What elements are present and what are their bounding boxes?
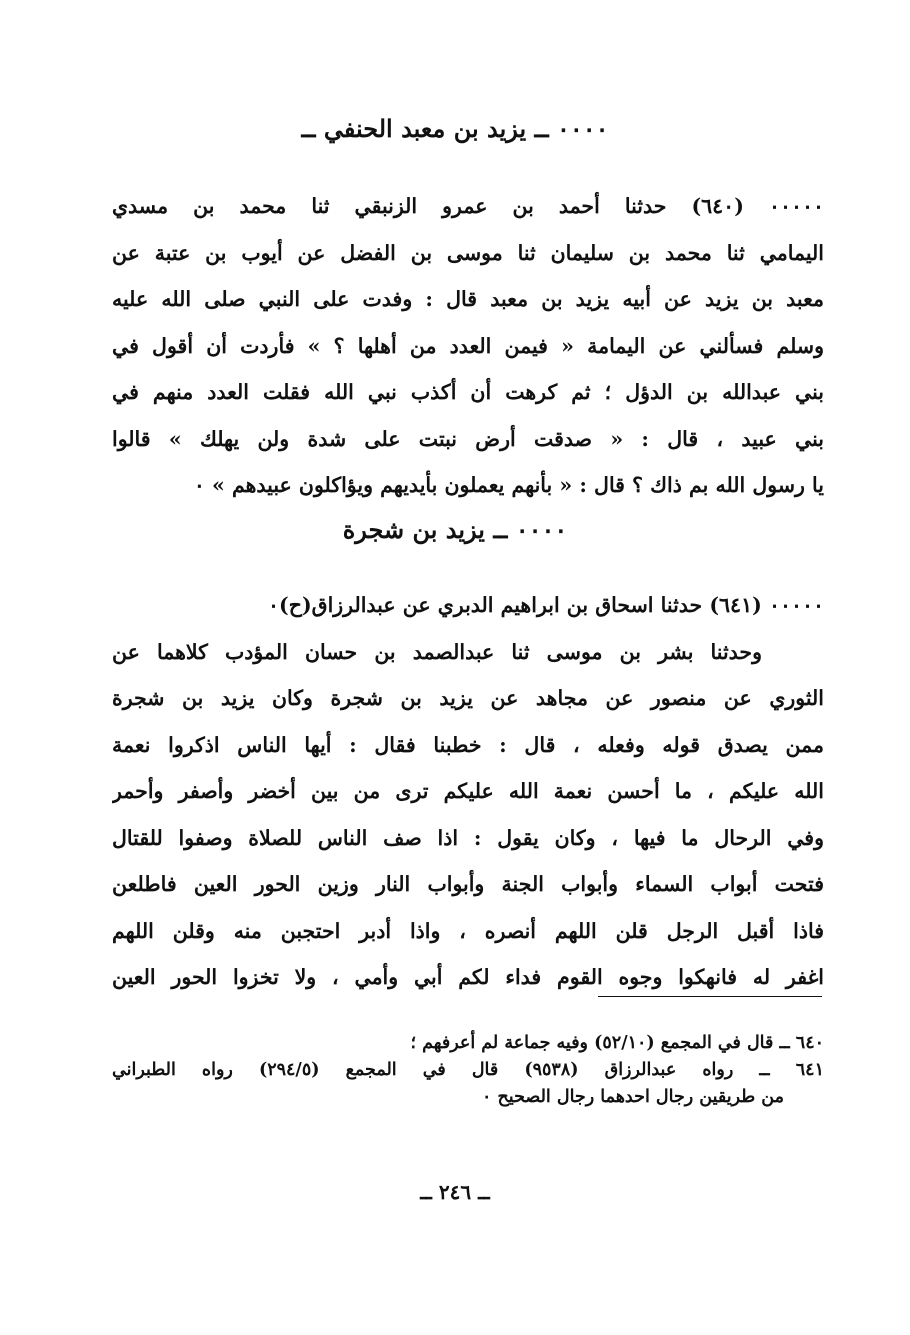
text-line: يا رسول الله بم ذاك ؟ قال : « بأنهم يعملون بأيديهم ويؤاكلون عبيدهم » ٠: [193, 473, 824, 497]
footnote-640: ٦٤٠ ــ قال في المجمع (٥٢/١٠) وفيه جماعة لم أعرفهم ؛: [410, 1033, 824, 1053]
text-line: فتحت أبواب السماء وأبواب الجنة وأبواب النار وزين الحور العين فاطلعن: [112, 872, 824, 896]
footnote-641: ٦٤١ ــ رواه عبدالرزاق (٩٥٣٨) قال في المجمع (٢٩٤/٥) رواه الطبراني: [112, 1060, 824, 1080]
footnote-641-continued: من طريقين رجال احدهما رجال الصحيح ٠: [482, 1087, 784, 1107]
text-line: وحدثنا بشر بن موسى ثنا عبدالصمد بن حسان المؤدب كلاهما عن: [112, 639, 762, 664]
text-line: ٠٠٠٠٠ (٦٤٠) حدثنا أحمد بن عمرو الزنبقي ثنا محمد بن مسدي: [112, 194, 824, 218]
hadith-641-text: [112, 582, 824, 1001]
text-line: اليمامي ثنا محمد بن سليمان ثنا موسى بن الفضل عن أيوب بن عتبة عن: [112, 240, 824, 265]
text-line: بني عبدالله بن الدؤل ؛ ثم كرهت أن أكذب نبي الله فقلت العدد منهم في: [112, 380, 824, 404]
text-line: وفي الرحال ما فيها ، وكان يقول : اذا صف الناس للصلاة وصفوا للقتال: [112, 825, 824, 850]
text-line: الله عليكم ، ما أحسن نعمة الله عليكم ترى من بين أخضر وأصفر وأحمر: [112, 779, 824, 803]
text-line: ٠٠٠٠٠ (٦٤١) حدثنا اسحاق بن ابراهيم الدبري عن عبدالرزاق(ح)٠: [268, 593, 824, 617]
text-line: فاذا أقبل الرجل قلن اللهم أنصره ، واذا أدبر احتجبن منه وقلن اللهم: [112, 918, 824, 943]
entry-heading-yazid-ibn-mabad: ٠٠٠٠ ــ يزيد بن معبد الحنفي ــ: [301, 114, 609, 143]
text-line: بني عبيد ، قال : « صدقت أرض نبتت على شدة ولن يهلك » قالوا: [112, 426, 824, 451]
footnotes: [112, 1030, 824, 1111]
text-line: ممن يصدق قوله وفعله ، قال : خطبنا فقال : أيها الناس اذكروا نعمة: [112, 732, 824, 757]
text-line: اغفر له فانهكوا وجوه القوم فداء لكم أبي وأمي ، ولا تخزوا الحور العين: [112, 965, 824, 989]
entry-heading-yazid-ibn-shajara: ٠٠٠٠ ــ يزيد بن شجرة: [342, 515, 568, 544]
footnote-divider: [598, 996, 822, 997]
hadith-640-text: [112, 183, 824, 509]
text-line: معبد بن يزيد عن أبيه يزيد بن معبد قال : وفدت على النبي صلى الله عليه: [112, 287, 824, 311]
text-line: الثوري عن منصور عن مجاهد عن يزيد بن شجرة وكان يزيد بن شجرة: [112, 686, 824, 710]
text-line: وسلم فسألني عن اليمامة « فيمن العدد من أهلها ؟ » فأردت أن أقول في: [112, 333, 824, 358]
page-number: ــ ٢٤٦ ــ: [420, 1180, 490, 1204]
